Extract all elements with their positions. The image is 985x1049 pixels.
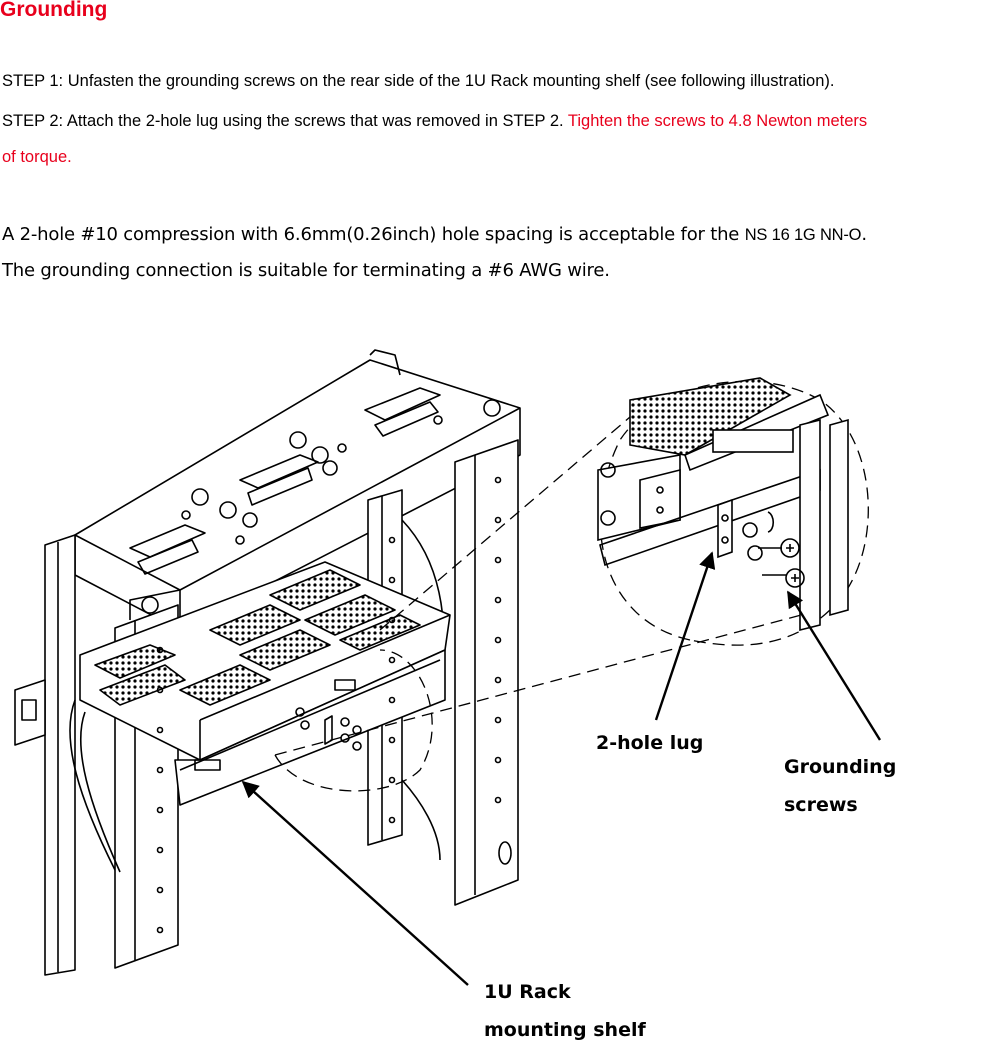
shelf-arrow xyxy=(243,782,468,985)
callout-grounding-screws xyxy=(784,748,896,824)
callout-grounding-screws-line2: screws xyxy=(784,794,858,816)
section-heading: Grounding xyxy=(0,0,108,21)
lug-spec-prefix: A 2-hole #10 compression with 6.6mm(0.26inch) hole spacing is acceptable for the xyxy=(2,224,745,245)
zoomed-detail xyxy=(598,378,848,630)
rack-back-left-rail xyxy=(45,535,75,975)
rack-right-rail xyxy=(455,440,518,905)
lug-spec-suffix: . xyxy=(861,224,867,245)
callout-rack-shelf xyxy=(484,973,646,1049)
callout-2-hole-lug: 2-hole lug xyxy=(596,732,704,754)
step-2-instruction: STEP 2: Attach the 2-hole lug using the screws that was removed in STEP 2. xyxy=(2,112,568,130)
callout-grounding-screws-line1: Grounding xyxy=(784,756,897,778)
step-1-text: STEP 1: Unfasten the grounding screws on the rear side of the 1U Rack mounting shelf (see following illustration). xyxy=(2,72,835,90)
callout-rack-shelf-line2: mounting shelf xyxy=(484,1019,646,1041)
torque-warning-continued: of torque. xyxy=(2,148,72,166)
callout-rack-shelf-line1: 1U Rack xyxy=(484,981,571,1003)
left-side-bracket xyxy=(15,680,45,745)
model-number: NS 16 1G NN-O xyxy=(744,226,862,244)
lug-arrow xyxy=(656,553,712,720)
lug-shape xyxy=(718,500,732,557)
torque-warning: Tighten the screws to 4.8 Newton meters xyxy=(567,112,868,130)
wire-gauge-text: The grounding connection is suitable for terminating a #6 AWG wire. xyxy=(2,260,610,281)
